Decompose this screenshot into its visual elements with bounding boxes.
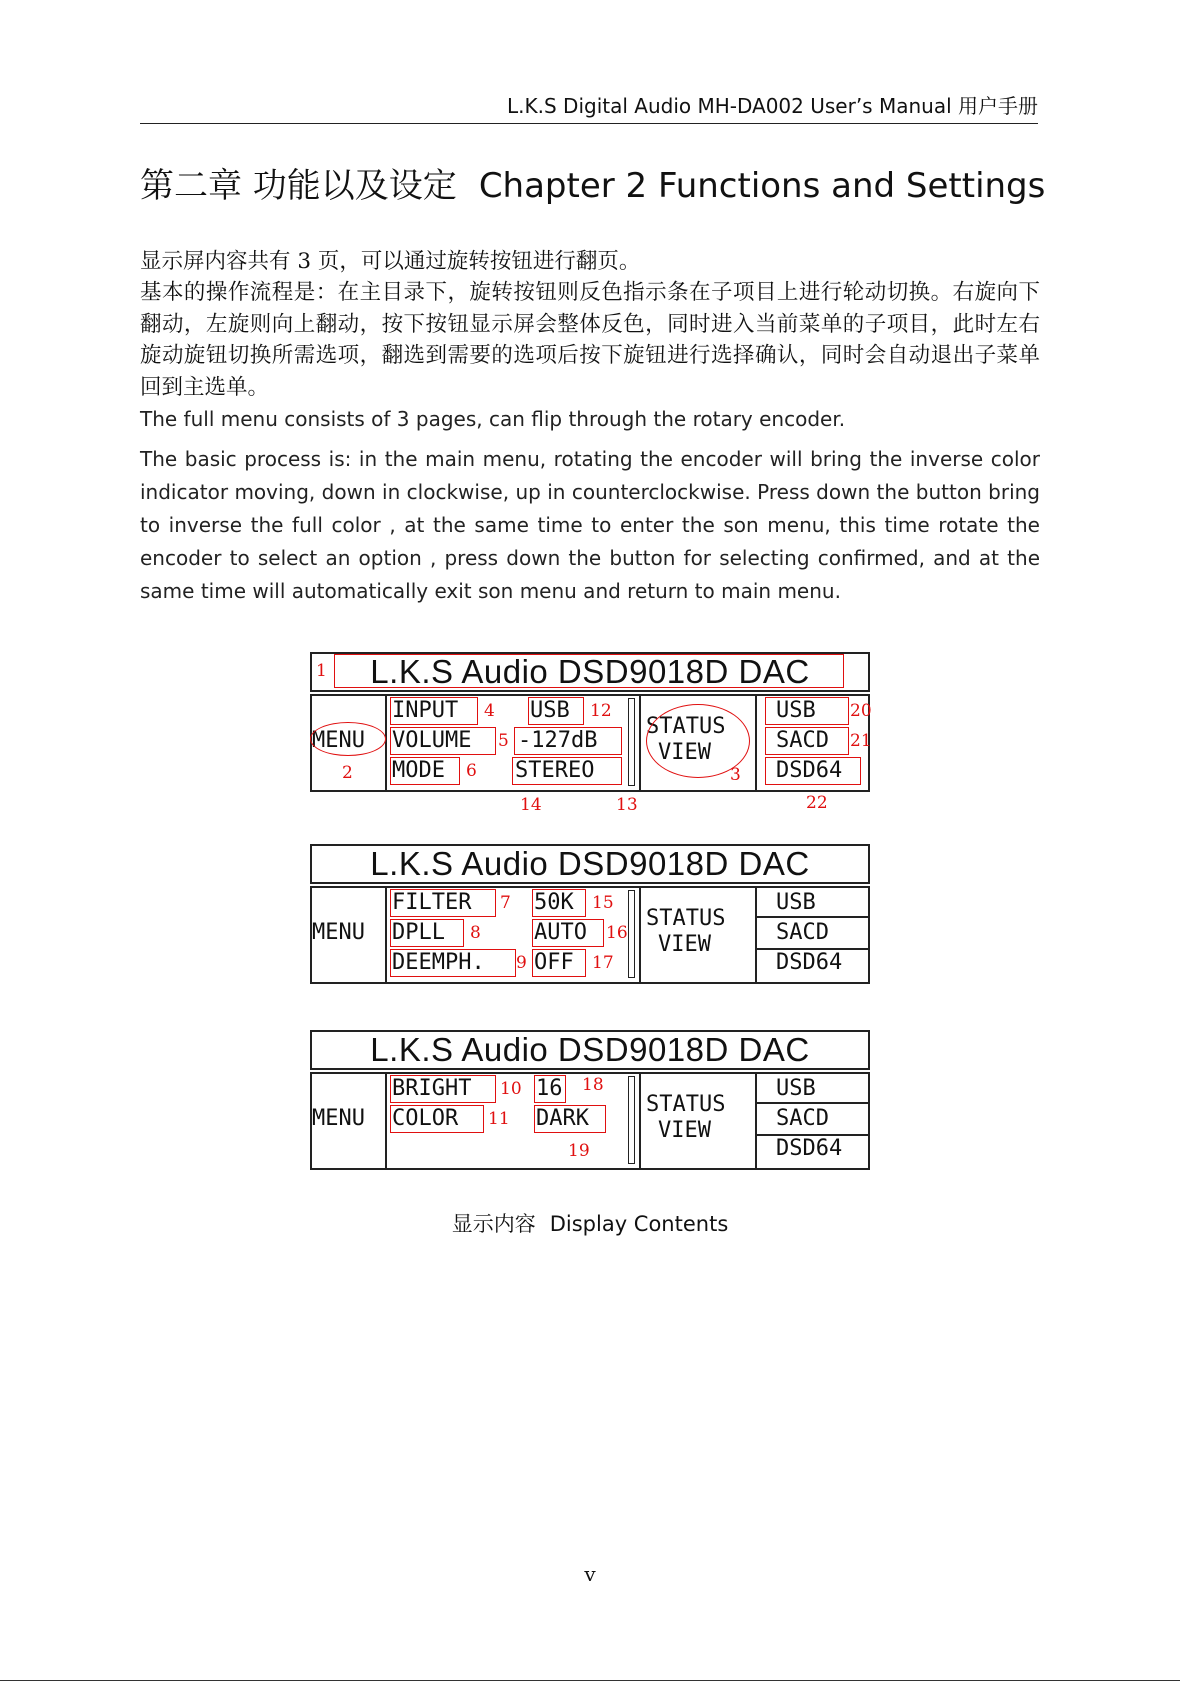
callout-number: 3 bbox=[730, 765, 741, 785]
status-value: USB bbox=[776, 1076, 816, 1101]
callout-box bbox=[390, 1105, 484, 1133]
menu-value: OFF bbox=[534, 950, 574, 975]
divider bbox=[755, 1072, 757, 1168]
menu-value: DARK bbox=[536, 1106, 589, 1131]
callout-box bbox=[765, 697, 849, 725]
callout-box bbox=[390, 889, 496, 917]
callout-box bbox=[334, 654, 844, 688]
page-header: L.K.S Digital Audio MH-DA002 User’s Manual 用户手册 bbox=[507, 94, 1038, 118]
divider bbox=[385, 886, 387, 982]
divider bbox=[755, 1102, 868, 1104]
status-label: STATUS bbox=[646, 714, 726, 739]
lcd-title: L.K.S Audio DSD9018D DAC bbox=[370, 1031, 810, 1068]
callout-number: 8 bbox=[470, 923, 481, 943]
callout-number: 1 bbox=[316, 661, 327, 681]
lcd-screen-3 bbox=[310, 1030, 870, 1170]
lcd-screen-2 bbox=[310, 844, 870, 984]
header-rule bbox=[140, 123, 1038, 124]
callout-box bbox=[528, 697, 584, 725]
divider bbox=[385, 1072, 387, 1168]
callout-number: 6 bbox=[466, 761, 477, 781]
callout-box bbox=[534, 1105, 606, 1133]
menu-value: STEREO bbox=[515, 758, 595, 783]
menu-label: MENU bbox=[312, 920, 365, 945]
menu-value: 16 bbox=[536, 1076, 563, 1101]
callout-number: 16 bbox=[606, 923, 628, 943]
scrollbar bbox=[628, 698, 635, 786]
callout-number: 13 bbox=[616, 795, 638, 815]
callout-number: 5 bbox=[498, 731, 509, 751]
callout-number: 4 bbox=[484, 701, 495, 721]
callout-number: 18 bbox=[582, 1075, 604, 1095]
status-value: USB bbox=[776, 698, 816, 723]
status-label: STATUS bbox=[646, 1092, 726, 1117]
menu-value: USB bbox=[530, 698, 570, 723]
callout-box bbox=[532, 919, 604, 947]
callout-box bbox=[532, 889, 586, 917]
callout-oval bbox=[310, 722, 386, 756]
callout-box bbox=[532, 949, 586, 977]
callout-number: 21 bbox=[850, 731, 872, 751]
callout-number: 11 bbox=[488, 1109, 510, 1129]
status-value: DSD64 bbox=[776, 758, 843, 783]
callout-box bbox=[765, 727, 849, 755]
status-label: VIEW bbox=[658, 1118, 711, 1143]
status-value: SACD bbox=[776, 920, 829, 945]
callout-box bbox=[390, 757, 460, 785]
caption-en: Display Contents bbox=[549, 1212, 729, 1236]
divider bbox=[639, 694, 641, 790]
scrollbar bbox=[628, 890, 635, 978]
menu-label: MENU bbox=[312, 728, 365, 753]
callout-box bbox=[390, 1075, 496, 1103]
callout-box bbox=[765, 757, 861, 785]
status-value: SACD bbox=[776, 1106, 829, 1131]
callout-box bbox=[390, 697, 478, 725]
intro-cn-1: 显示屏内容共有 3 页，可以通过旋转按钮进行翻页。 bbox=[140, 249, 641, 274]
callout-number: 7 bbox=[500, 893, 511, 913]
callout-number: 15 bbox=[592, 893, 614, 913]
callout-number: 19 bbox=[568, 1141, 590, 1161]
chapter-heading bbox=[140, 158, 1045, 207]
menu-item: FILTER bbox=[392, 890, 472, 915]
menu-item: MODE bbox=[392, 758, 445, 783]
bottom-rule bbox=[0, 1680, 1180, 1681]
callout-box bbox=[534, 1075, 566, 1103]
callout-box bbox=[514, 727, 622, 755]
menu-value: 50K bbox=[534, 890, 574, 915]
menu-item: COLOR bbox=[392, 1106, 459, 1131]
callout-box bbox=[390, 949, 516, 977]
figure-caption bbox=[0, 1208, 1180, 1238]
scrollbar bbox=[628, 1076, 635, 1164]
status-value: USB bbox=[776, 890, 816, 915]
status-label: VIEW bbox=[658, 932, 711, 957]
callout-number: 2 bbox=[342, 763, 353, 783]
lcd-screen-1 bbox=[310, 652, 872, 815]
status-value: SACD bbox=[776, 728, 829, 753]
menu-value: -127dB bbox=[518, 728, 598, 753]
chapter-title-cn: 第二章 功能以及设定 bbox=[140, 166, 457, 206]
callout-box bbox=[512, 757, 622, 785]
status-value: DSD64 bbox=[776, 1136, 843, 1161]
page-number: v bbox=[584, 1562, 596, 1586]
callout-number: 20 bbox=[850, 701, 872, 721]
status-label: VIEW bbox=[658, 740, 711, 765]
callout-box bbox=[390, 727, 496, 755]
status-value: DSD64 bbox=[776, 950, 843, 975]
callout-number: 9 bbox=[516, 953, 527, 973]
menu-item: DPLL bbox=[392, 920, 445, 945]
status-label: STATUS bbox=[646, 906, 726, 931]
menu-item: INPUT bbox=[392, 698, 459, 723]
divider bbox=[639, 1072, 641, 1168]
menu-label: MENU bbox=[312, 1106, 365, 1131]
callout-number: 10 bbox=[500, 1079, 522, 1099]
menu-item: VOLUME bbox=[392, 728, 472, 753]
callout-number: 12 bbox=[590, 701, 612, 721]
intro-en-1: The full menu consists of 3 pages, can flip through the rotary encoder. bbox=[140, 407, 846, 431]
divider bbox=[755, 886, 757, 982]
callout-number: 22 bbox=[806, 793, 828, 813]
intro-cn-2: 基本的操作流程是：在主目录下，旋转按钮则反色指示条在子项目上进行轮动切换。右旋向下翻动，左旋则向上翻动，按下按钮显示屏会整体反色，同时进入当前菜单的子项目，此时左右旋动旋钮切换所需选项，翻选到需要的选项后按下旋钮进行选择确认，同时会自动退出子菜单回到主选单。 bbox=[140, 280, 1040, 400]
caption-cn: 显示内容 bbox=[451, 1212, 536, 1236]
callout-box bbox=[390, 919, 464, 947]
lcd-title: L.K.S Audio DSD9018D DAC bbox=[370, 845, 810, 882]
intro-en-2: The basic process is: in the main menu, rotating the encoder will bring the inverse color indicator moving, down in clockwise, up in counterclockwise. Press down the button bring to inverse the full color , at the same time to enter the son menu, this time rotate the encoder to select an option , press down the button for selecting confirmed, and at the same time will automatically exit son menu and return to main menu. bbox=[140, 447, 1040, 603]
divider bbox=[755, 694, 757, 790]
callout-number: 14 bbox=[520, 795, 542, 815]
menu-value: AUTO bbox=[534, 920, 587, 945]
chapter-title-en: Chapter 2 Functions and Settings bbox=[478, 166, 1046, 206]
divider bbox=[755, 916, 868, 918]
divider bbox=[639, 886, 641, 982]
menu-item: DEEMPH. bbox=[392, 950, 485, 975]
menu-item: BRIGHT bbox=[392, 1076, 472, 1101]
lcd-title: L.K.S Audio DSD9018D DAC bbox=[370, 653, 810, 690]
callout-number: 17 bbox=[592, 953, 614, 973]
